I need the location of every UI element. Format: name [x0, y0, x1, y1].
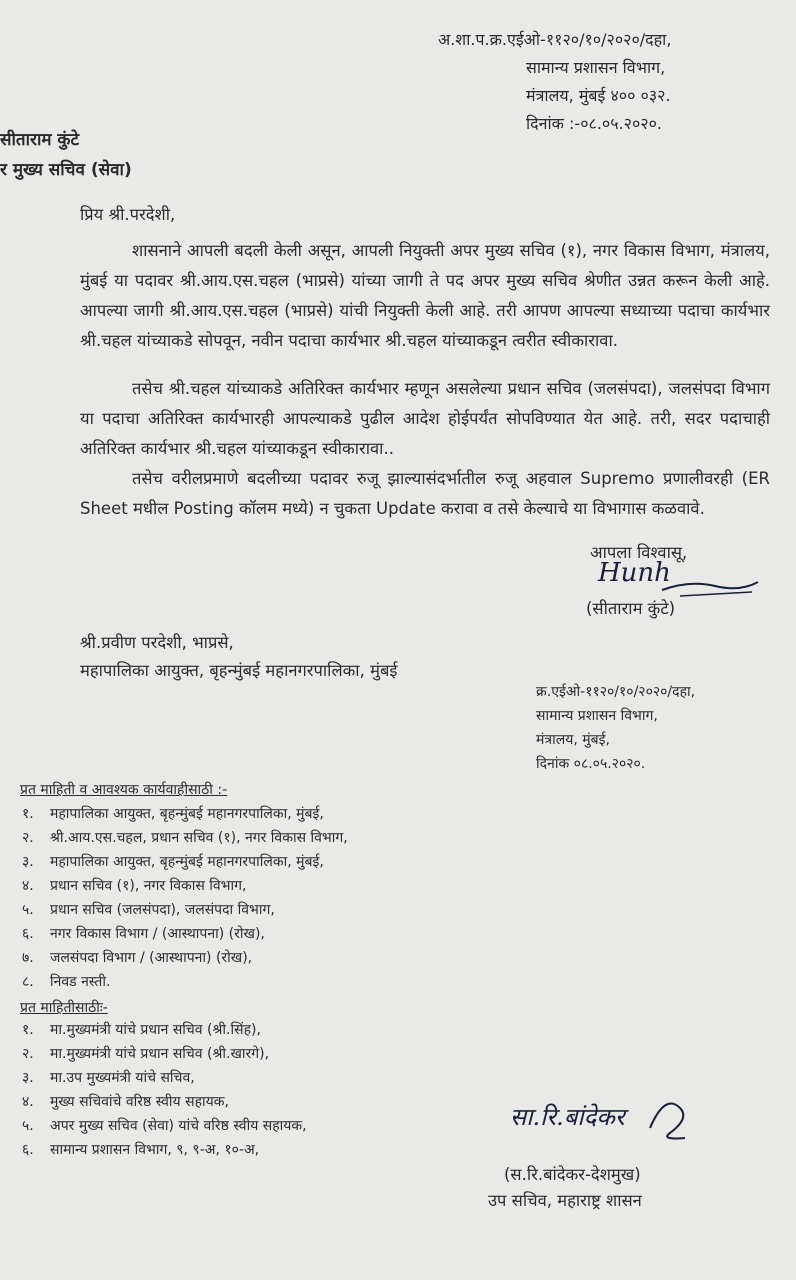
deputy-designation: उप सचिव, महाराष्ट्र शासन	[488, 1191, 642, 1210]
list-item-number: ३.	[22, 1070, 34, 1086]
list-item: मा.मुख्यमंत्री यांचे प्रधान सचिव (श्री.खारगे),	[50, 1046, 270, 1062]
list-item: श्री.आय.एस.चहल, प्रधान सचिव (१), नगर विकास विभाग,	[50, 830, 348, 846]
list-item: मा.मुख्यमंत्री यांचे प्रधान सचिव (श्री.सिंह),	[50, 1022, 261, 1038]
closing-name: (सीताराम कुंटे)	[586, 599, 676, 618]
list-item: सामान्य प्रशासन विभाग, ९, ९-अ, १०-अ,	[50, 1142, 260, 1158]
list-item-number: १.	[22, 1022, 34, 1038]
list-item: मुख्य सचिवांचे वरिष्ठ स्वीय सहायक,	[50, 1094, 229, 1110]
header-date: दिनांक :-०८.०५.२०२०.	[526, 114, 663, 133]
signature-bandekar-flourish	[640, 1088, 700, 1148]
list-item: जलसंपदा विभाग / (आस्थापना) (रोख),	[50, 950, 253, 966]
recipient-name: श्री.प्रवीण परदेशी, भाप्रसे,	[80, 633, 234, 652]
ref2-department: सामान्य प्रशासन विभाग,	[536, 708, 658, 724]
copy-action-heading: प्रत माहिती व आवश्यक कार्यवाहीसाठी :-	[20, 782, 228, 798]
list-item: महापालिका आयुक्त, बृहन्मुंबई महानगरपालिका, मुंबई,	[50, 806, 324, 822]
list-item: प्रधान सचिव (१), नगर विकास विभाग,	[50, 878, 247, 894]
header-address: मंत्रालय, मुंबई ४०० ०३२.	[526, 86, 671, 105]
list-item: निवड नस्ती.	[50, 974, 111, 990]
list-item-number: ४.	[22, 878, 34, 894]
list-item-number: २.	[22, 830, 34, 846]
header-ref: अ.शा.प.क्र.एईओ-११२०/१०/२०२०/दहा,	[438, 30, 672, 49]
list-item-number: ४.	[22, 1094, 34, 1110]
closing-yours: आपला विश्वासू,	[590, 543, 688, 562]
list-item: महापालिका आयुक्त, बृहन्मुंबई महानगरपालिका, मुंबई,	[50, 854, 324, 870]
header-department: सामान्य प्रशासन विभाग,	[526, 58, 666, 77]
ref2-date: दिनांक ०८.०५.२०२०.	[536, 756, 646, 772]
ref2-address: मंत्रालय, मुंबई,	[536, 732, 610, 748]
list-item: प्रधान सचिव (जलसंपदा), जलसंपदा विभाग,	[50, 902, 275, 918]
body-paragraph-2: तसेच श्री.चहल यांच्याकडे अतिरिक्त कार्यभार म्हणून असलेल्या प्रधान सचिव (जलसंपदा), जलसंपदा विभाग या पदाचा अतिरिक्त कार्यभारही आपल्याकडे पुढील आदेश होईपर्यंत सोपविण्यात येत आहे. तरी, सदर पदाचाही अतिरिक्त कार्यभार श्री.चहल यांच्याकडून स्वीकारावा..	[80, 379, 770, 458]
list-item-number: ५.	[22, 1118, 34, 1134]
deputy-name: (स.रि.बांदेकर-देशमुख)	[504, 1165, 641, 1184]
list-item-number: ५.	[22, 902, 34, 918]
sender-designation: र मुख्य सचिव (सेवा)	[0, 160, 132, 180]
list-item: नगर विकास विभाग / (आस्थापना) (रोख),	[50, 926, 265, 942]
list-item-number: ८.	[22, 974, 34, 990]
signature-kunte: Hunh	[598, 558, 671, 588]
ref2-ref: क्र.एईओ-११२०/१०/२०२०/दहा,	[536, 684, 696, 700]
recipient-designation: महापालिका आयुक्त, बृहन्मुंबई महानगरपालिका, मुंबई	[80, 661, 398, 680]
list-item-number: १.	[22, 806, 34, 822]
list-item: मा.उप मुख्यमंत्री यांचे सचिव,	[50, 1070, 195, 1086]
list-item-number: ६.	[22, 926, 34, 942]
salutation: प्रिय श्री.परदेशी,	[80, 205, 176, 224]
list-item-number: ३.	[22, 854, 34, 870]
signature-bandekar: सा.रि.बांदेकर	[510, 1103, 625, 1131]
list-item-number: ६.	[22, 1142, 34, 1158]
sender-name: सीताराम कुंटे	[0, 130, 80, 150]
list-item: अपर मुख्य सचिव (सेवा) यांचे वरिष्ठ स्वीय सहायक,	[50, 1118, 307, 1134]
copy-info-heading: प्रत माहितीसाठीः-	[20, 1000, 108, 1016]
list-item-number: ७.	[22, 950, 34, 966]
list-item-number: २.	[22, 1046, 34, 1062]
body-paragraph-3: तसेच वरीलप्रमाणे बदलीच्या पदावर रुजू झाल्यासंदर्भातील रुजू अहवाल Supremo प्रणालीवरही (ER Sheet मधील Posting कॉलम मध्ये) न चुकता Update करावा व तसे केल्याचे या विभागास कळवावे.	[80, 469, 770, 518]
body-paragraph-1: शासनाने आपली बदली केली असून, आपली नियुक्ती अपर मुख्य सचिव (१), नगर विकास विभाग, मंत्रालय, मुंबई या पदावर श्री.आय.एस.चहल (भाप्रसे) यांच्या जागी ते पद अपर मुख्य सचिव श्रेणीत उन्नत करून केली आहे. आपल्या जागी श्री.आय.एस.चहल (भाप्रसे) यांची नियुक्ती केली आहे. तरी आपण आपल्या सध्याच्या पदाचा कार्यभार श्री.चहल यांच्याकडे सोपवून, नवीन पदाचा कार्यभार श्री.चहल यांच्याकडून त्वरीत स्वीकारावा.	[80, 241, 770, 350]
